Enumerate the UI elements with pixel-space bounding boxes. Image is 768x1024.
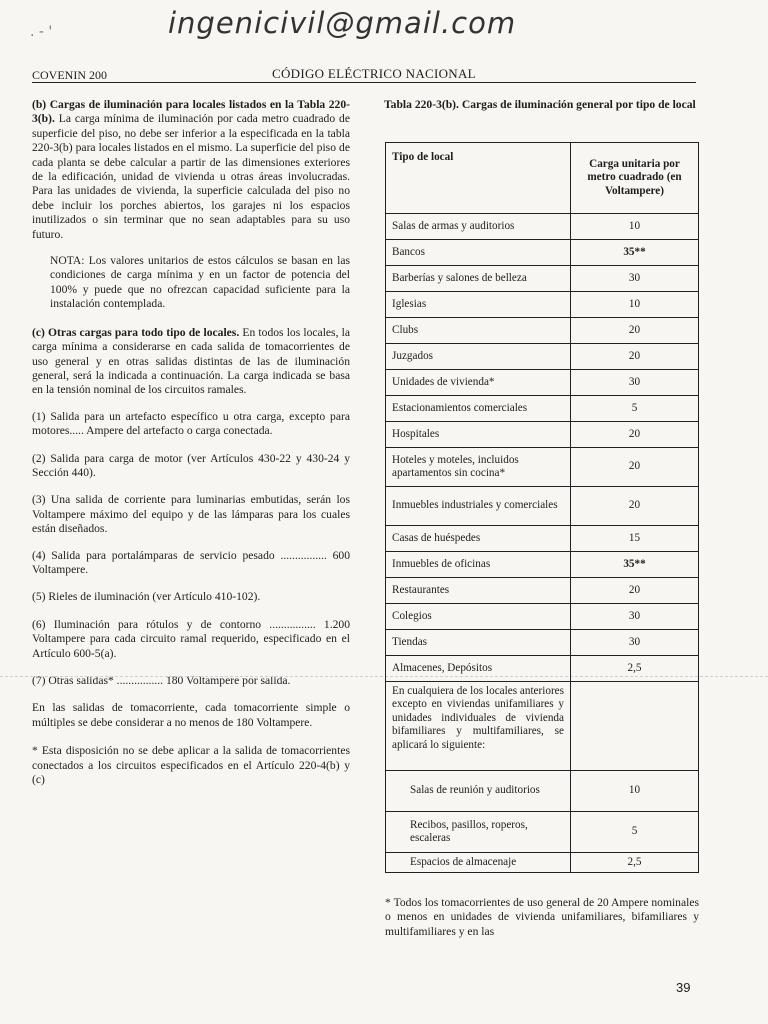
local-type-cell: Hoteles y moteles, incluidos apartamentos sin cocina* [386, 448, 571, 487]
load-table [385, 142, 699, 873]
load-value-cell: 30 [571, 370, 699, 396]
table-note-row [386, 682, 699, 771]
load-value-cell: 35** [571, 240, 699, 266]
section-b-text: La carga mínima de iluminación por cada metro cuadrado de superficie del piso, no debe ser inferior a la especificada en la tabla 220-3(b) para locales listados en el mismo. La superficie del piso de cada planta se debe calcular a partir de las dimensiones exteriores de la edificación, unidad de vivienda u otras áreas involucradas. Para las unidades de vivienda, la superficie calculada del piso no debe incluir los porches abiertos, los garajes ni los espacios inutilizados o sin terminar que no sean adaptables para su uso futuro. [32, 112, 351, 241]
local-type-cell: Almacenes, Depósitos [386, 656, 571, 682]
list-item: (3) Una salida de corriente para luminarias embutidas, serán los Voltampere máximo del equipo y de las lámparas para los cuales están diseñados. [32, 493, 350, 536]
table-row [386, 448, 699, 487]
header-title: CÓDIGO ELÉCTRICO NACIONAL [272, 66, 476, 81]
header-rule [32, 82, 696, 83]
local-type-cell: Restaurantes [386, 578, 571, 604]
empty-cell [571, 682, 699, 771]
list-item: (1) Salida para un artefacto específico u otra carga, excepto para motores..... Ampere del artefacto o carga conectada. [32, 409, 350, 438]
local-type-cell: Casas de huéspedes [386, 526, 571, 552]
load-value-cell: 30 [571, 266, 699, 292]
table-row [386, 318, 699, 344]
column-header: Carga unitaria por metro cuadrado (en Voltampere) [571, 143, 699, 214]
table-row [386, 396, 699, 422]
sub-value-cell: 5 [571, 812, 699, 853]
page-number: 39 [676, 980, 691, 995]
table-row [386, 604, 699, 630]
bottom-note: * Todos los tomacorrientes de uso general de 20 Ampere nominales o menos en unidades de vivienda unifamiliares, bifamiliares y multifamiliares y en las [385, 896, 699, 938]
load-value-cell: 5 [571, 396, 699, 422]
section-c-text: En todos los locales, la carga mínima a considerarse en cada salida de tomacorrientes de uso general y en otras salidas distintas de las de iluminación general, será la indicada a continuación. La carga indicada se basa en la tensión nominal de los circuitos ramales. [32, 325, 350, 397]
section-c [32, 326, 350, 398]
table-subrow [386, 771, 699, 812]
tomacorriente-paragraph: En las salidas de tomacorriente, cada tomacorriente simple o múltiples se debe considerar a no menos de 180 Voltampere. [32, 701, 350, 729]
margin-scribble: . - ' [30, 24, 53, 40]
load-value-cell: 15 [571, 526, 699, 552]
table-row [386, 552, 699, 578]
load-value-cell: 10 [571, 214, 699, 240]
list-item: (6) Iluminación para rótulos y de contorno ................ 1.200 Voltampere para cada circuito ramal requerido, especificado en el Artículo 600-5(a). [32, 617, 350, 660]
load-value-cell: 20 [571, 422, 699, 448]
local-type-cell: Clubs [386, 318, 571, 344]
load-value-cell: 20 [571, 578, 699, 604]
section-c-title: (c) Otras cargas para todo tipo de locales. [32, 325, 240, 339]
list-item: (2) Salida para carga de motor (ver Artículos 430-22 y 430-24 y Sección 440). [32, 451, 350, 479]
section-b-title: (b) Cargas de iluminación para locales listados en la Tabla 220-3(b). [32, 98, 350, 126]
table-subrow [386, 812, 699, 853]
local-type-cell: Estacionamientos comerciales [386, 396, 571, 422]
local-type-cell: Bancos [386, 240, 571, 266]
load-value-cell: 20 [571, 318, 699, 344]
local-type-cell: Juzgados [386, 344, 571, 370]
local-type-cell: Iglesias [386, 292, 571, 318]
nota-paragraph: NOTA: Los valores unitarios de estos cálculos se basan en las condiciones de carga mínima y en un factor de potencia del 100% y puede que no ofrezcan capacidad suficiente para la instalación contemplada. [50, 254, 350, 311]
table-row [386, 214, 699, 240]
table-caption: Tabla 220-3(b). Cargas de iluminación general por tipo de local [384, 98, 696, 111]
table-row [386, 266, 699, 292]
sub-local-cell: Salas de reunión y auditorios [386, 771, 571, 812]
local-type-cell: Barberías y salones de belleza [386, 266, 571, 292]
table-row [386, 656, 699, 682]
table-subrow [386, 853, 699, 873]
load-value-cell: 10 [571, 292, 699, 318]
list-item: (7) Otras salidas* ................ 180 Voltampere por salida. [32, 674, 291, 687]
sub-local-cell: Espacios de almacenaje [386, 853, 571, 873]
local-type-cell: Hospitales [386, 422, 571, 448]
local-type-cell: Tiendas [386, 630, 571, 656]
table-row [386, 526, 699, 552]
load-value-cell: 30 [571, 630, 699, 656]
column-header: Tipo de local [386, 143, 571, 214]
list-item: (5) Rieles de iluminación (ver Artículo 410-102). [32, 590, 261, 604]
sub-value-cell: 10 [571, 771, 699, 812]
table-row [386, 487, 699, 526]
footnote-star: * Esta disposición no se debe aplicar a la salida de tomacorrientes conectados a los circuitos especificados en el Artículo 220-4(b) y (c) [32, 744, 350, 787]
load-value-cell: 20 [571, 344, 699, 370]
sub-local-cell: Recibos, pasillos, roperos, escaleras [386, 812, 571, 853]
load-value-cell: 2,5 [571, 656, 699, 682]
local-type-cell: Colegios [386, 604, 571, 630]
load-value-cell: 30 [571, 604, 699, 630]
table-row [386, 240, 699, 266]
header-standard: COVENIN 200 [32, 68, 107, 82]
left-column [32, 98, 350, 787]
table-row [386, 344, 699, 370]
table-note-cell: En cualquiera de los locales anteriores excepto en viviendas unifamiliares y unidades individuales de vivienda bifamiliares y multifamiliares, se aplicará lo siguiente: [386, 682, 571, 771]
table-row [386, 630, 699, 656]
list-item: (4) Salida para portalámparas de servicio pesado ................ 600 Voltampere. [32, 548, 350, 576]
local-type-cell: Salas de armas y auditorios [386, 214, 571, 240]
local-type-cell: Inmuebles de oficinas [386, 552, 571, 578]
table-row [386, 370, 699, 396]
table-row [386, 422, 699, 448]
section-b [32, 98, 350, 242]
sub-value-cell: 2,5 [571, 853, 699, 873]
local-type-cell: Inmuebles industriales y comerciales [386, 487, 571, 526]
load-value-cell: 35** [571, 552, 699, 578]
table-row [386, 292, 699, 318]
load-value-cell: 20 [571, 448, 699, 487]
local-type-cell: Unidades de vivienda* [386, 370, 571, 396]
table-row [386, 578, 699, 604]
handwritten-email: ingenicivil@gmail.com [168, 6, 517, 40]
load-value-cell: 20 [571, 487, 699, 526]
table-body [386, 214, 699, 873]
